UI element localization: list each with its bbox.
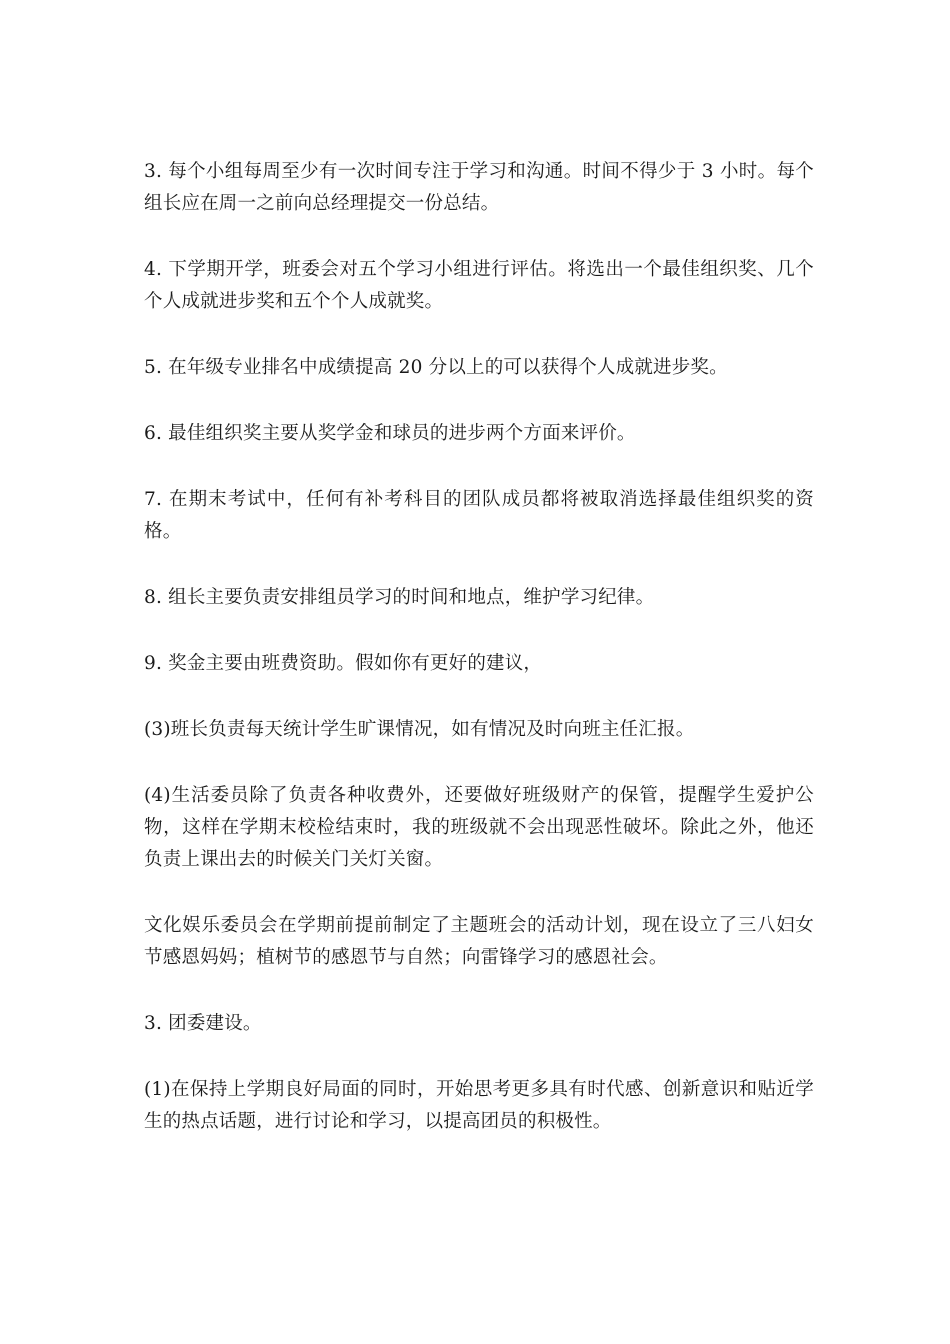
- paragraph-group-study-time: 3. 每个小组每周至少有一次时间专注于学习和沟通。时间不得少于 3 小时。每个组长应在周一之前向总经理提交一份总结。: [144, 161, 814, 214]
- paragraph-funding: 9. 奖金主要由班费资助。假如你有更好的建议，: [144, 653, 543, 674]
- paragraph-leader-duty: 8. 组长主要负责安排组员学习的时间和地点，维护学习纪律。: [144, 587, 655, 608]
- paragraph-league-heading: 3. 团委建设。: [144, 1013, 262, 1034]
- paragraph-progress-award: 5. 在年级专业排名中成绩提高 20 分以上的可以获得个人成就进步奖。: [144, 357, 728, 378]
- paragraph-culture-committee: 文化娱乐委员会在学期前提前制定了主题班会的活动计划，现在设立了三八妇女节感恩妈妈；植树节的感恩节与自然；向雷锋学习的感恩社会。: [144, 915, 814, 968]
- paragraph-disqualification: 7. 在期末考试中，任何有补考科目的团队成员都将被取消选择最佳组织奖的资格。: [144, 489, 815, 542]
- document-body: [144, 156, 814, 1172]
- paragraph-evaluation: 4. 下学期开学，班委会对五个学习小组进行评估。将选出一个最佳组织奖、几个个人成就进步奖和五个个人成就奖。: [144, 259, 814, 312]
- paragraph-organization-award: 6. 最佳组织奖主要从奖学金和球员的进步两个方面来评价。: [144, 423, 636, 444]
- paragraph-league-item-1: (1)在保持上学期良好局面的同时，开始思考更多具有时代感、创新意识和贴近学生的热点话题，进行讨论和学习，以提高团员的积极性。: [144, 1079, 814, 1132]
- paragraph-monitor-duty: (3)班长负责每天统计学生旷课情况，如有情况及时向班主任汇报。: [144, 719, 695, 740]
- paragraph-life-committee: (4)生活委员除了负责各种收费外，还要做好班级财产的保管，提醒学生爱护公物，这样在学期末校检结束时，我的班级就不会出现恶性破坏。除此之外，他还负责上课出去的时候关门关灯关窗。: [144, 785, 814, 870]
